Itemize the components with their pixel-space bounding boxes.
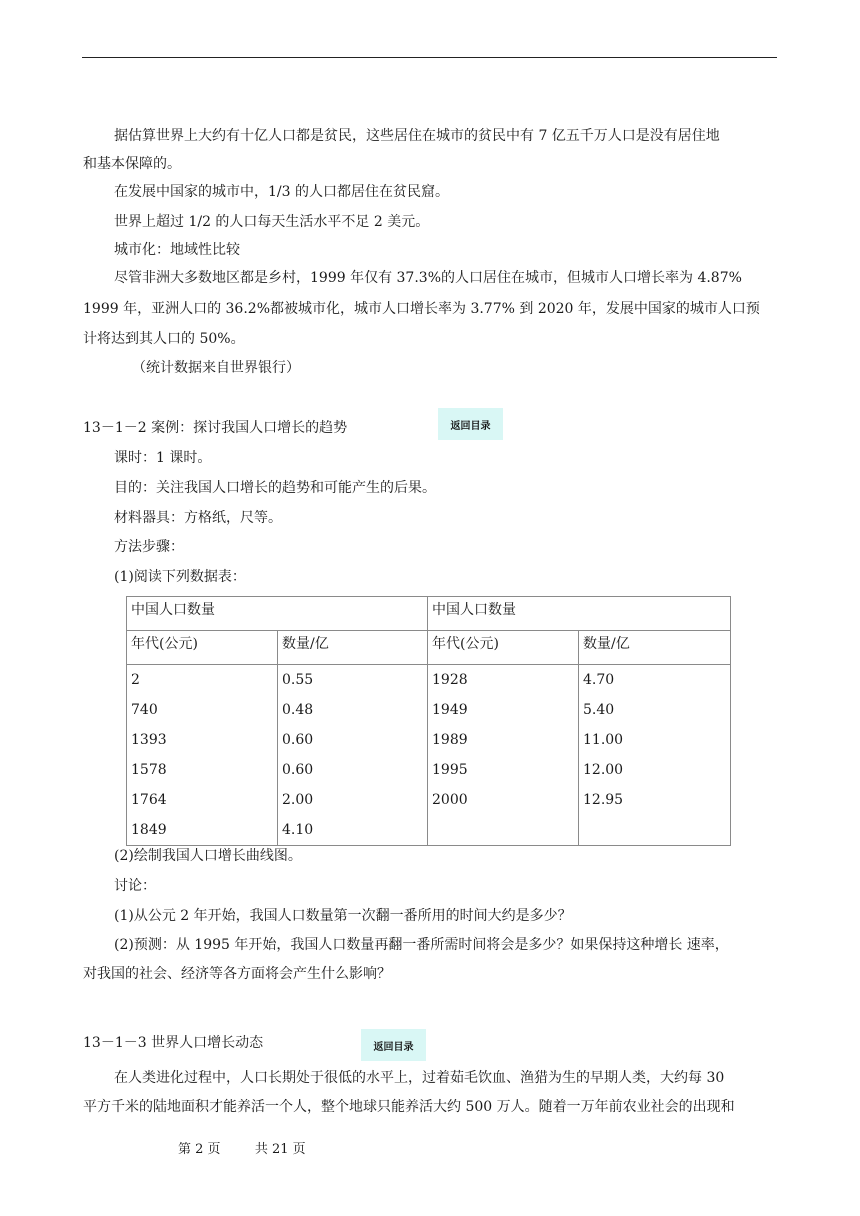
table-cell: 0.60: [282, 762, 314, 778]
table-title-left: 中国人口数量: [127, 597, 428, 631]
table-cell: 1949: [432, 702, 468, 718]
table-cell: 1578: [131, 762, 167, 778]
table-cell: 12.00: [583, 762, 624, 778]
header-rule: [82, 57, 777, 58]
back-to-toc-button[interactable]: 返回目录: [361, 1029, 426, 1061]
column-header-year: 年代(公元): [127, 631, 278, 665]
page-total: 共 21 页: [254, 1142, 306, 1157]
paragraph-line: 计将达到其人口的 50%。: [83, 331, 245, 347]
section-line: 材料器具：方格纸，尺等。: [114, 510, 282, 526]
paragraph-line: 在发展中国家的城市中，1/3 的人口都居住在贫民窟。: [114, 184, 449, 200]
source-note: （统计数据来自世界银行）: [132, 360, 300, 376]
table-cell: 0.55: [282, 672, 314, 688]
left-values-cell: [278, 665, 428, 846]
table-cell: 1928: [432, 672, 468, 688]
column-header-year: 年代(公元): [428, 631, 579, 665]
section-line: (2)预测：从 1995 年开始，我国人口数量再翻一番所需时间将会是多少？如果保持这种增长 速率，: [114, 937, 729, 953]
table-cell: 0.48: [282, 702, 314, 718]
right-values-cell: [579, 665, 731, 846]
table-cell: 5.40: [583, 702, 615, 718]
table-cell: 12.95: [583, 792, 624, 808]
population-table: [126, 596, 731, 846]
table-cell: 0.60: [282, 732, 314, 748]
table-cell: 1849: [131, 822, 167, 838]
section-line: (2)绘制我国人口增长曲线图。: [114, 848, 302, 864]
paragraph-line: 1999 年，亚洲人口的 36.2%都被城市化，城市人口增长率为 3.77% 到 2020 年，发展中国家的城市人口预: [83, 301, 760, 317]
section-line: 目的：关注我国人口增长的趋势和可能产生的后果。: [114, 480, 436, 496]
paragraph-line: 世界上超过 1/2 的人口每天生活水平不足 2 美元。: [114, 214, 430, 230]
paragraph-line: 尽管非洲大多数地区都是乡村，1999 年仅有 37.3%的人口居住在城市，但城市人口增长率为 4.87%: [114, 270, 742, 286]
table-cell: 740: [131, 702, 158, 718]
section-line: 方法步骤：: [114, 539, 184, 555]
table-cell: 2000: [432, 792, 468, 808]
section-line: 对我国的社会、经济等各方面将会产生什么影响？: [83, 966, 391, 982]
table-title-right: 中国人口数量: [428, 597, 731, 631]
table-cell: 4.10: [282, 822, 314, 838]
section-line: 讨论：: [114, 878, 156, 894]
table-cell: 2: [131, 672, 140, 688]
table-cell: 4.70: [583, 672, 615, 688]
section-line: (1)从公元 2 年开始，我国人口数量第一次翻一番所用的时间大约是多少？: [114, 908, 572, 924]
paragraph-line: 据估算世界上大约有十亿人口都是贫民，这些居住在城市的贫民中有 7 亿五千万人口是没有居住地: [114, 128, 720, 144]
table-cell: 1989: [432, 732, 468, 748]
section-line: 在人类进化过程中，人口长期处于很低的水平上，过着茹毛饮血、渔猎为生的早期人类，大约每 30: [114, 1070, 725, 1086]
paragraph-line: 城市化：地域性比较: [114, 242, 240, 258]
paragraph-line: 和基本保障的。: [83, 156, 181, 172]
section-heading: 13－1－3 世界人口增长动态: [83, 1035, 264, 1051]
table-cell: 1995: [432, 762, 468, 778]
right-years-cell: [428, 665, 579, 846]
section-heading: 13－1－2 案例：探讨我国人口增长的趋势: [83, 420, 348, 436]
section-line: 平方千米的陆地面积才能养活一个人，整个地球只能养活大约 500 万人。随着一万年前农业社会的出现和: [83, 1099, 735, 1115]
back-to-toc-button[interactable]: 返回目录: [438, 408, 503, 440]
page-footer: [178, 1138, 306, 1157]
table-cell: 1393: [131, 732, 167, 748]
column-header-amount: 数量/亿: [278, 631, 428, 665]
section-line: (1)阅读下列数据表：: [114, 569, 246, 585]
table-cell: 2.00: [282, 792, 314, 808]
left-years-cell: [127, 665, 278, 846]
table-cell: 11.00: [583, 732, 624, 748]
section-line: 课时：1 课时。: [114, 450, 212, 466]
column-header-amount: 数量/亿: [579, 631, 731, 665]
table-cell: 1764: [131, 792, 167, 808]
page-number: 第 2 页: [178, 1142, 221, 1157]
